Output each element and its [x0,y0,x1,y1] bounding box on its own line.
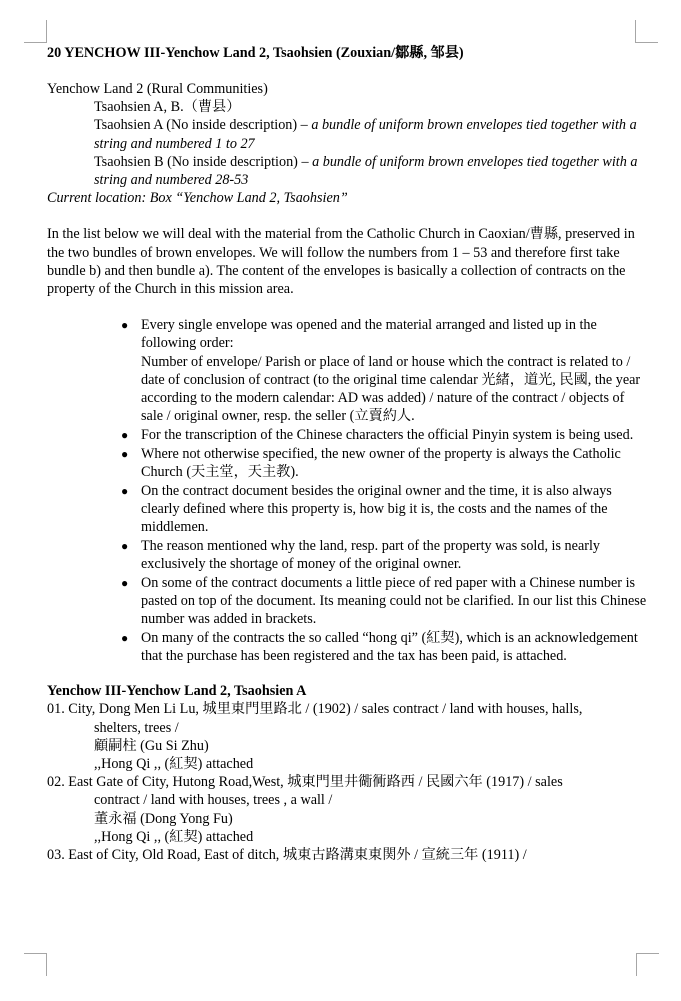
bullet-icon: ● [121,631,129,646]
bundle-b-description [47,153,647,189]
entry-continuation: contract / land with houses, trees , a wall / [94,792,333,809]
entry-location: East of City, Old Road, East of ditch, 城東古路溝東東関外 / 宣統三年 (1911) / [68,847,527,864]
list-item-text: Every single envelope was opened and the material arranged and listed up in the following order: [141,317,597,352]
crop-mark-top-left [24,20,47,43]
list-item-text: On many of the contracts the so called “hong qi” (紅契), which is an acknowledgement that the purchase has been registered and the tax has been paid, is attached. [141,630,638,665]
intro-paragraph: In the list below we will deal with the material from the Catholic Church in Caoxian/曹縣, preserved in the two bundles of brown envelopes. We will follow the numbers from 1 – 53 and therefore first take bundle b) and then bundle a). The content of the envelopes is basically a collection of contracts on the property of the Church in this mission area. [47,226,635,298]
entry-first-line [47,700,647,718]
spacer [47,62,647,80]
contract-entry [47,700,647,773]
list-item-text: On the contract document besides the original owner and the time, it is also always clearly defined where this property is, how big it is, the costs and the names of the middlemen. [141,482,612,536]
entry-continuation: shelters, trees / [94,719,179,736]
entry-first-line [47,846,647,864]
list-item-text: On some of the contract documents a little piece of red paper with a Chinese number is pasted on top of the document. Its meaning could not be clarified. In our list this Chinese number was added in brackets. [141,575,647,628]
bundle-a-detail: a bundle of uniform brown envelopes tied together with a string and numbered 1 to 27 [94,117,637,152]
current-location: Current location: Box “Yenchow Land 2, Tsaohsien” [47,190,348,207]
entry-note: ,,Hong Qi ,, (紅契) attached [94,756,254,773]
bullet-icon: ● [121,318,129,333]
list-item [121,426,647,444]
list-item [121,574,647,629]
entry-location: City, Dong Men Li Lu, 城里東門里路北 / (1902) / sales contract / land with houses, halls, [68,701,583,718]
list-item [121,629,647,665]
crop-mark-bottom-left [24,953,47,976]
entry-number: 02. [47,774,65,791]
bullet-icon: ● [121,576,129,591]
bullet-icon: ● [121,428,129,443]
contract-entry [47,846,647,864]
crop-mark-bottom-right [636,953,659,976]
spacer [47,207,647,225]
bullet-icon: ● [121,483,129,498]
bundle-b-detail: a bundle of uniform brown envelopes tied together with a string and numbered 28-53 [94,153,638,189]
section-title: Yenchow III-Yenchow Land 2, Tsaohsien A [47,683,307,700]
intro-block [47,80,647,207]
crop-mark-top-right [635,20,658,43]
list-item [121,445,647,481]
contract-entry [47,773,647,846]
entry-location: East Gate of City, Hutong Road,West, 城東門里井衚衕路西 / 民國六年 (1917) / sales [68,774,563,791]
entry-owner: 董永福 (Dong Yong Fu) [94,810,233,827]
bullet-icon: ● [121,446,129,461]
list-item-text: The reason mentioned why the land, resp. part of the property was sold, is nearly exclusively the shortage of money of the original owner. [141,538,600,573]
list-item [121,316,647,425]
bundle-b-label: Tsaohsien B (No inside description) – [94,153,313,170]
intro-line-tsaohsien: Tsaohsien A, B.（曹县） [94,99,241,116]
spacer [47,298,647,316]
spacer [47,666,647,682]
entry-owner: 顧嗣柱 (Gu Si Zhu) [94,737,209,754]
bullet-list [47,316,647,665]
intro-line-rural: Yenchow Land 2 (Rural Communities) [47,81,268,97]
bundle-a-description [47,116,647,152]
list-item-subtext: Number of envelope/ Parish or place of land or house which the contract is related to / date of conclusion of contract (to the original time calendar 光緒，道光, 民國, the year according to the modern calendar: AD was added) / nature of the contract / objects of sale / original owner, resp. the seller (立賣約人. [141,353,641,425]
list-item-text: Where not otherwise specified, the new owner of the property is always the Catholic Church (天主堂，天主教). [141,445,621,481]
entry-number: 03. [47,847,65,864]
bullet-icon: ● [121,539,129,554]
entry-number: 01. [47,701,65,718]
list-item [121,482,647,537]
list-item-text: For the transcription of the Chinese characters the official Pinyin system is being used. [141,427,634,444]
entry-note: ,,Hong Qi ,, (紅契) attached [94,828,254,845]
list-item [121,537,647,573]
bundle-a-label: Tsaohsien A (No inside description) – [94,117,312,134]
document-page [47,44,647,864]
page-title: 20 YENCHOW III-Yenchow Land 2, Tsaohsien (Zouxian/鄒縣, 邹县) [47,45,464,61]
entry-first-line [47,773,647,791]
